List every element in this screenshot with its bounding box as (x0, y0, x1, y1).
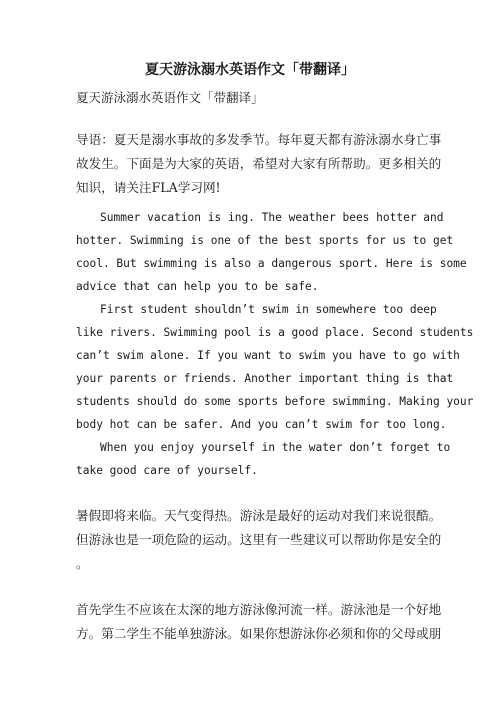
chinese-line: 暑假即将来临。天气变得热。游泳是最好的运动对我们来说很酷。 (76, 508, 442, 523)
intro-line: 导语：夏天是溺水事故的多发季节。每年夏天都有游泳溺水身亡事 (76, 132, 442, 147)
english-line: When you enjoy yourself in the water don’t forget to (100, 441, 451, 454)
english-line: body hot can be safer. And you can’t swim for too long. (76, 418, 447, 431)
english-line: cool. But swimming is also a dangerous sport. Here is some (76, 257, 467, 270)
intro-line: 知识，请关注FLA学习网! (76, 180, 221, 195)
chinese-line: 首先学生不应该在太深的地方游泳像河流一样。游泳池是一个好地 (76, 602, 442, 617)
english-line: can’t swim alone. If you want to swim you have to go with (76, 349, 460, 362)
chinese-paragraph-1 (76, 504, 442, 576)
english-line: take good care of yourself. (76, 464, 258, 477)
intro-line: 故发生。下面是为大家的英语，希望对大家有所帮助。更多相关的 (76, 156, 442, 171)
chinese-paragraph-2 (76, 598, 442, 646)
english-paragraph-2 (76, 298, 474, 436)
english-line: First student shouldn’t swim in somewhere too deep (100, 303, 437, 316)
document-subtitle: 夏天游泳溺水英语作文「带翻译」 (76, 90, 264, 105)
english-line: hotter. Swimming is one of the best sports for us to get (76, 234, 454, 247)
english-paragraph-1 (76, 206, 467, 298)
english-line: advice that can help you to be safe. (76, 280, 319, 293)
english-paragraph-3 (76, 436, 451, 482)
english-line: your parents or friends. Another important thing is that (76, 372, 454, 385)
chinese-line: 但游泳也是一项危险的运动。这里有一些建议可以帮助你是安全的 (76, 532, 442, 547)
english-line: students should do some sports before swimming. Making your (76, 395, 474, 408)
intro-paragraph (76, 128, 442, 200)
chinese-line: 。 (76, 556, 89, 571)
english-line: Summer vacation is ing. The weather bees hotter and (100, 211, 444, 224)
chinese-line: 方。第二学生不能单独游泳。如果你想游泳你必须和你的父母或朋 (76, 626, 442, 641)
document-title: 夏天游泳溺水英语作文「带翻译」 (145, 62, 355, 78)
english-line: like rivers. Swimming pool is a good place. Second students (76, 326, 474, 339)
